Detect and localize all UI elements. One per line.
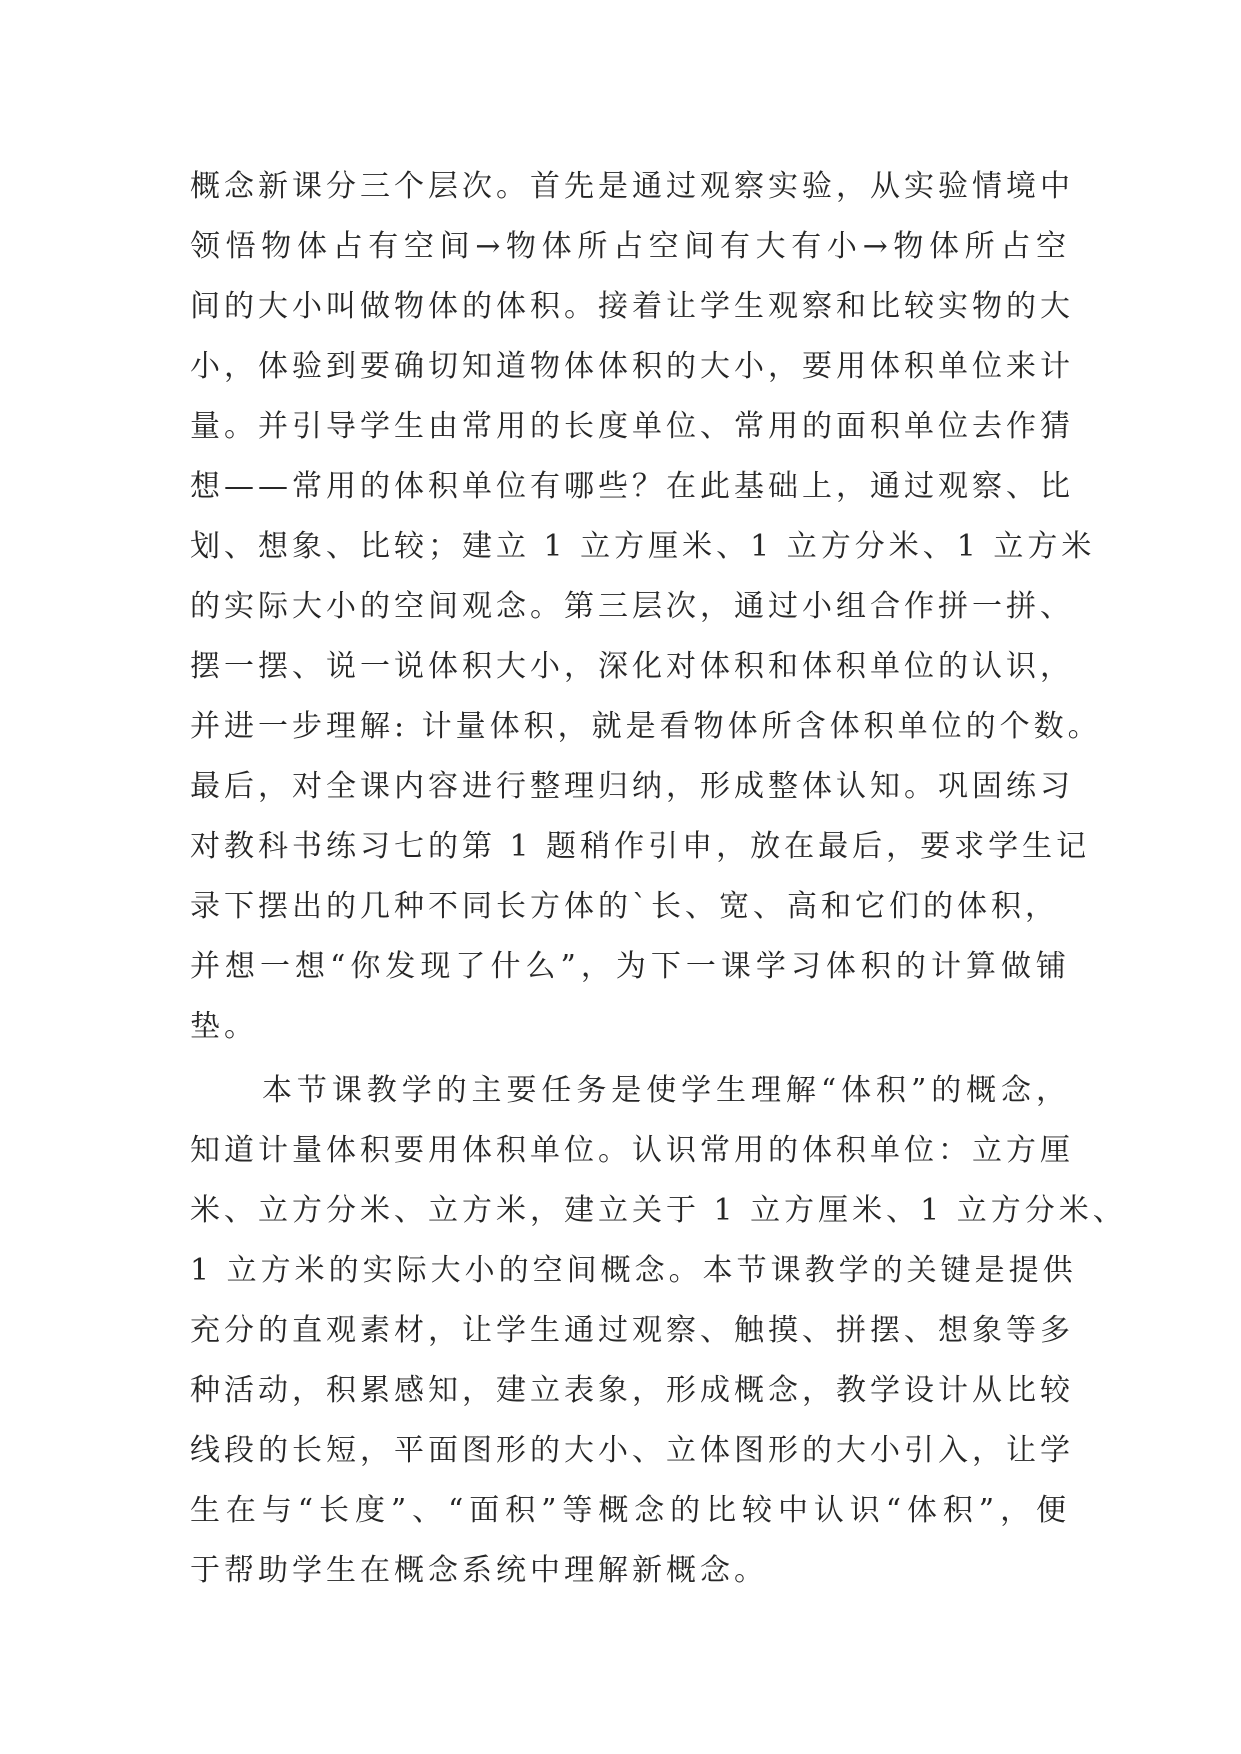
text-line: 本节课教学的主要任务是使学生理解“体积”的概念，	[262, 1073, 1070, 1108]
text-line: 1 立方米的实际大小的空间概念。本节课教学的关键是提供	[190, 1253, 1077, 1288]
text-line: 间的大小叫做物体的体积。接着让学生观察和比较实物的大	[190, 289, 1074, 324]
text-line: 并进一步理解: 计量体积，就是看物体所含体积单位的个数。	[190, 709, 1102, 744]
text-line: 小，体验到要确切知道物体体积的大小，要用体积单位来计	[190, 349, 1074, 384]
text-line: 知道计量体积要用体积单位。认识常用的体积单位：立方厘	[190, 1133, 1074, 1168]
text-line: 摆一摆、说一说体积大小，深化对体积和体积单位的认识，	[190, 649, 1074, 684]
paragraph-1	[190, 157, 1102, 1057]
paragraph-2	[190, 1061, 1127, 1601]
text-line: 划、想象、比较；建立 1 立方厘米、1 立方分米、1 立方米	[190, 529, 1096, 564]
body-text	[190, 157, 1127, 1601]
text-line: 最后，对全课内容进行整理归纳，形成整体认知。巩固练习	[190, 769, 1074, 804]
text-line: 的实际大小的空间观念。第三层次，通过小组合作拼一拼、	[190, 589, 1074, 624]
text-line: 米、立方分米、立方米，建立关于 1 立方厘米、1 立方分米、	[190, 1193, 1127, 1228]
text-line: 想——常用的体积单位有哪些？在此基础上，通过观察、比	[190, 469, 1074, 504]
text-line: 于帮助学生在概念系统中理解新概念。	[190, 1553, 768, 1588]
text-line: 种活动，积累感知，建立表象，形成概念，教学设计从比较	[190, 1373, 1074, 1408]
text-line: 线段的长短，平面图形的大小、立体图形的大小引入，让学	[190, 1433, 1074, 1468]
text-line: 充分的直观素材，让学生通过观察、触摸、拼摆、想象等多	[190, 1313, 1074, 1348]
text-line: 概念新课分三个层次。首先是通过观察实验，从实验情境中	[190, 169, 1074, 204]
text-line: 录下摆出的几种不同长方体的`长、宽、高和它们的体积，	[190, 889, 1059, 924]
text-line: 量。并引导学生由常用的长度单位、常用的面积单位去作猜	[190, 409, 1074, 444]
text-line: 生在与“长度”、“面积”等概念的比较中认识“体积”，便	[190, 1493, 1070, 1528]
text-line: 领悟物体占有空间→物体所占空间有大有小→物体所占空	[190, 229, 1070, 264]
text-line: 对教科书练习七的第 1 题稍作引申，放在最后，要求学生记	[190, 829, 1091, 864]
text-line: 并想一想“你发现了什么”，为下一课学习体积的计算做铺	[190, 949, 1070, 984]
text-line: 垫。	[190, 1009, 258, 1044]
